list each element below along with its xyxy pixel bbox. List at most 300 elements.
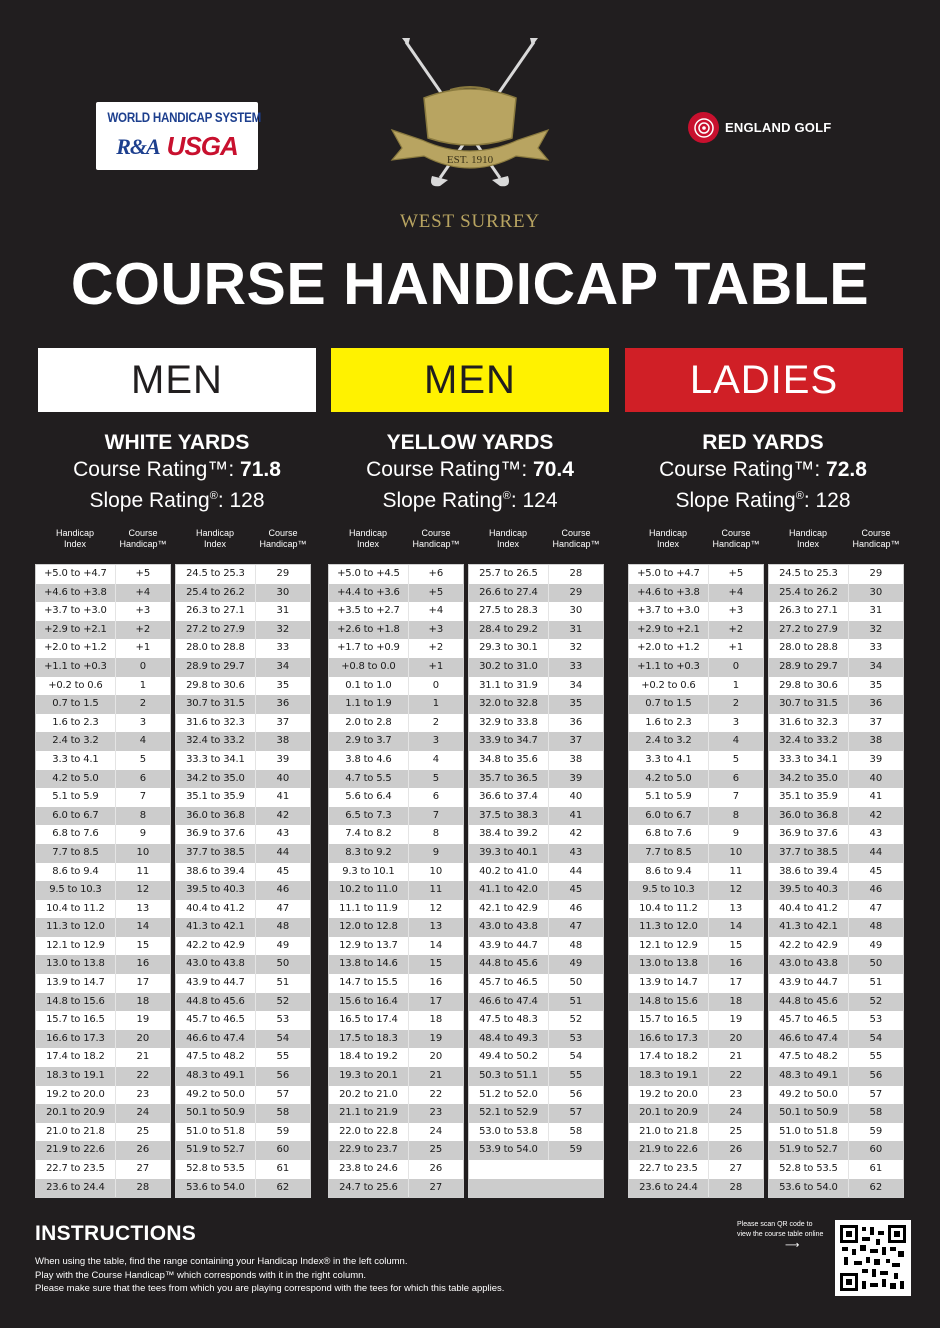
handicap-index-range: 44.8 to 45.6 bbox=[479, 958, 538, 970]
handicap-index-range: 27.5 to 28.3 bbox=[479, 605, 538, 617]
table-row bbox=[769, 1141, 903, 1160]
handicap-index-range: 21.0 to 21.8 bbox=[46, 1125, 105, 1137]
handicap-index-range: 32.9 to 33.8 bbox=[479, 716, 538, 728]
table-row bbox=[469, 1030, 603, 1049]
table-row bbox=[176, 1030, 310, 1049]
course-handicap-value: 48 bbox=[255, 918, 310, 937]
table-row bbox=[769, 844, 903, 863]
table-row bbox=[469, 844, 603, 863]
table-row bbox=[769, 695, 903, 714]
rose-icon bbox=[688, 112, 719, 143]
table-row bbox=[36, 863, 170, 882]
course-handicap-value: 62 bbox=[848, 1179, 903, 1198]
course-handicap-value: 3 bbox=[115, 714, 170, 733]
course-handicap-value: 12 bbox=[408, 900, 463, 919]
table-row bbox=[629, 1011, 763, 1030]
course-handicap-value: 11 bbox=[115, 863, 170, 882]
table-row bbox=[36, 695, 170, 714]
handicap-index-range: +4.6 to +3.8 bbox=[637, 586, 700, 598]
course-handicap-value: 0 bbox=[408, 677, 463, 696]
course-handicap-value: 49 bbox=[548, 955, 603, 974]
handicap-index-range: 25.4 to 26.2 bbox=[186, 586, 245, 598]
course-handicap-value: 56 bbox=[848, 1067, 903, 1086]
table-row bbox=[629, 900, 763, 919]
handicap-index-range: 15.7 to 16.5 bbox=[46, 1014, 105, 1026]
course-handicap-value: 45 bbox=[848, 863, 903, 882]
course-handicap-value: 46 bbox=[548, 900, 603, 919]
handicap-index-range: +1.1 to +0.3 bbox=[44, 660, 107, 672]
table-row bbox=[36, 751, 170, 770]
course-handicap-value: 7 bbox=[708, 788, 763, 807]
table-row bbox=[329, 1030, 463, 1049]
table-row bbox=[329, 863, 463, 882]
handicap-index-range: 44.8 to 45.6 bbox=[779, 995, 838, 1007]
table-header bbox=[35, 524, 171, 560]
red-tee-ratings: RED YARDS Course Rating™: 72.8 Slope Rating®: 128 bbox=[618, 430, 908, 514]
course-handicap-value: 16 bbox=[115, 955, 170, 974]
table-row bbox=[769, 732, 903, 751]
course-handicap-value: 28 bbox=[115, 1179, 170, 1198]
course-handicap-value: 40 bbox=[848, 770, 903, 789]
course-handicap-value: 33 bbox=[255, 639, 310, 658]
handicap-index-range: 17.4 to 18.2 bbox=[46, 1051, 105, 1063]
handicap-index-range: 39.5 to 40.3 bbox=[779, 884, 838, 896]
table-row bbox=[769, 881, 903, 900]
table-row bbox=[469, 584, 603, 603]
handicap-index-range: 46.6 to 47.4 bbox=[779, 1032, 838, 1044]
table-row bbox=[176, 881, 310, 900]
course-handicap-value: 47 bbox=[548, 918, 603, 937]
course-handicap-value: 41 bbox=[848, 788, 903, 807]
handicap-index-range: 48.3 to 49.1 bbox=[186, 1070, 245, 1082]
handicap-index-range: +0.2 to 0.6 bbox=[48, 679, 103, 691]
course-handicap-value: 16 bbox=[408, 974, 463, 993]
course-handicap-value: 56 bbox=[255, 1067, 310, 1086]
table-row bbox=[769, 621, 903, 640]
handicap-index-range: 51.9 to 52.7 bbox=[779, 1144, 838, 1156]
table-row bbox=[629, 658, 763, 677]
table-row bbox=[629, 1141, 763, 1160]
handicap-index-range: 10.4 to 11.2 bbox=[639, 902, 698, 914]
table-row bbox=[176, 844, 310, 863]
handicap-index-range: 2.9 to 3.7 bbox=[345, 735, 392, 747]
table-row bbox=[36, 1104, 170, 1123]
course-handicap-value: 59 bbox=[848, 1123, 903, 1142]
handicap-index-range: 11.3 to 12.0 bbox=[639, 921, 698, 933]
course-handicap-value: 39 bbox=[255, 751, 310, 770]
ra-logo-text: R&A bbox=[116, 133, 160, 159]
course-handicap-value: 3 bbox=[408, 732, 463, 751]
handicap-index-range: 36.9 to 37.6 bbox=[186, 828, 245, 840]
table-column-block bbox=[35, 524, 171, 1198]
table-row bbox=[469, 732, 603, 751]
white-tee-table bbox=[35, 524, 311, 1198]
course-handicap-header: Course Handicap™ bbox=[119, 528, 167, 549]
course-handicap-value: 13 bbox=[408, 918, 463, 937]
course-handicap-value: 24 bbox=[115, 1104, 170, 1123]
table-row bbox=[176, 1011, 310, 1030]
table-row bbox=[769, 788, 903, 807]
handicap-index-range: 38.6 to 39.4 bbox=[186, 865, 245, 877]
table-row bbox=[329, 1141, 463, 1160]
course-handicap-value: 11 bbox=[408, 881, 463, 900]
course-handicap-value: 52 bbox=[255, 993, 310, 1012]
table-row bbox=[629, 788, 763, 807]
course-handicap-value: 22 bbox=[115, 1067, 170, 1086]
course-handicap-value: 19 bbox=[408, 1030, 463, 1049]
table-row bbox=[629, 825, 763, 844]
table-column-block bbox=[328, 524, 464, 1198]
course-handicap-value: 44 bbox=[548, 863, 603, 882]
course-rating-value: 71.8 bbox=[240, 458, 281, 481]
course-handicap-value: 2 bbox=[408, 714, 463, 733]
handicap-index-range: 8.6 to 9.4 bbox=[645, 865, 692, 877]
course-handicap-value: 15 bbox=[115, 937, 170, 956]
handicap-index-range: +1.7 to +0.9 bbox=[337, 642, 400, 654]
handicap-index-range: +4.6 to +3.8 bbox=[44, 586, 107, 598]
yellow-tee-ratings: YELLOW YARDS Course Rating™: 70.4 Slope Rating®: 124 bbox=[325, 430, 615, 514]
table-row bbox=[329, 1123, 463, 1142]
course-handicap-value: 30 bbox=[255, 584, 310, 603]
handicap-index-range: 2.0 to 2.8 bbox=[345, 716, 392, 728]
table-header bbox=[628, 524, 764, 560]
course-handicap-value: 37 bbox=[255, 714, 310, 733]
handicap-index-range: 31.6 to 32.3 bbox=[186, 716, 245, 728]
handicap-index-range: 4.2 to 5.0 bbox=[52, 772, 99, 784]
club-name: WEST SURREY bbox=[400, 211, 540, 232]
handicap-index-range: 21.9 to 22.6 bbox=[639, 1144, 698, 1156]
handicap-index-range: 26.3 to 27.1 bbox=[186, 605, 245, 617]
course-handicap-value: 53 bbox=[848, 1011, 903, 1030]
course-handicap-value: 19 bbox=[115, 1011, 170, 1030]
table-row bbox=[629, 807, 763, 826]
handicap-index-range: 1.6 to 2.3 bbox=[645, 716, 692, 728]
handicap-index-range: 18.3 to 19.1 bbox=[639, 1070, 698, 1082]
table-row bbox=[629, 1030, 763, 1049]
course-handicap-value: 14 bbox=[708, 918, 763, 937]
course-handicap-value: 7 bbox=[115, 788, 170, 807]
handicap-index-range: +5.0 to +4.7 bbox=[637, 568, 700, 579]
course-handicap-value: 23 bbox=[115, 1086, 170, 1105]
course-handicap-value: 50 bbox=[255, 955, 310, 974]
course-handicap-value: 35 bbox=[848, 677, 903, 696]
course-handicap-value: 29 bbox=[848, 565, 903, 584]
course-handicap-value: 20 bbox=[115, 1030, 170, 1049]
course-handicap-value: 0 bbox=[115, 658, 170, 677]
course-handicap-value: 34 bbox=[848, 658, 903, 677]
handicap-index-range: 49.4 to 50.2 bbox=[479, 1051, 538, 1063]
red-tee-table bbox=[628, 524, 904, 1198]
course-handicap-value: 55 bbox=[255, 1048, 310, 1067]
handicap-index-range: 50.1 to 50.9 bbox=[186, 1107, 245, 1119]
handicap-index-range: 32.0 to 32.8 bbox=[479, 698, 538, 710]
handicap-index-range: 47.5 to 48.2 bbox=[779, 1051, 838, 1063]
handicap-index-range: 19.2 to 20.0 bbox=[46, 1088, 105, 1100]
table-row bbox=[629, 1160, 763, 1179]
table-row bbox=[629, 770, 763, 789]
course-rating-label: Course Rating™: bbox=[659, 458, 821, 481]
handicap-index-range: 40.2 to 41.0 bbox=[479, 865, 538, 877]
table-row bbox=[329, 1104, 463, 1123]
handicap-index-range: 16.6 to 17.3 bbox=[639, 1032, 698, 1044]
handicap-index-range: 29.3 to 30.1 bbox=[479, 642, 538, 654]
table-row bbox=[769, 677, 903, 696]
table-row bbox=[769, 1048, 903, 1067]
course-handicap-value: 4 bbox=[115, 732, 170, 751]
table-row bbox=[769, 937, 903, 956]
course-handicap-value: 11 bbox=[708, 863, 763, 882]
course-handicap-value: 38 bbox=[255, 732, 310, 751]
table-row bbox=[769, 900, 903, 919]
handicap-index-range: 32.4 to 33.2 bbox=[779, 735, 838, 747]
course-handicap-value: 41 bbox=[255, 788, 310, 807]
course-handicap-value: 1 bbox=[408, 695, 463, 714]
handicap-index-range: 19.3 to 20.1 bbox=[339, 1070, 398, 1082]
course-handicap-value: 60 bbox=[255, 1141, 310, 1160]
instruction-line: When using the table, find the range containing your Handicap Index® in the left column. bbox=[35, 1256, 408, 1267]
handicap-index-range: 42.2 to 42.9 bbox=[186, 939, 245, 951]
table-row bbox=[176, 1067, 310, 1086]
course-handicap-value: 52 bbox=[848, 993, 903, 1012]
table-row bbox=[36, 1141, 170, 1160]
table-row bbox=[329, 658, 463, 677]
course-handicap-value: 13 bbox=[708, 900, 763, 919]
handicap-index-range: 28.0 to 28.8 bbox=[186, 642, 245, 654]
table-row bbox=[629, 1086, 763, 1105]
handicap-index-range: 4.7 to 5.5 bbox=[345, 772, 392, 784]
slope-rating-value: 128 bbox=[815, 489, 851, 512]
table-row bbox=[176, 1179, 310, 1198]
table-row bbox=[36, 732, 170, 751]
course-handicap-value: 39 bbox=[848, 751, 903, 770]
handicap-index-header: Handicap Index bbox=[648, 528, 688, 549]
handicap-index-range: 13.0 to 13.8 bbox=[639, 958, 698, 970]
table-row bbox=[36, 639, 170, 658]
course-handicap-value: +2 bbox=[708, 621, 763, 640]
handicap-index-range: 11.3 to 12.0 bbox=[46, 921, 105, 933]
white-tee-banner: MEN bbox=[38, 348, 316, 412]
handicap-index-range: 41.3 to 42.1 bbox=[186, 921, 245, 933]
course-handicap-value: +1 bbox=[708, 639, 763, 658]
course-handicap-header: Course Handicap™ bbox=[552, 528, 600, 549]
course-handicap-value: +3 bbox=[115, 602, 170, 621]
table-row bbox=[36, 1048, 170, 1067]
handicap-index-range: 5.1 to 5.9 bbox=[645, 791, 692, 803]
course-handicap-value: 8 bbox=[408, 825, 463, 844]
table-row bbox=[769, 1011, 903, 1030]
handicap-index-range: 14.8 to 15.6 bbox=[46, 995, 105, 1007]
handicap-index-range: 34.8 to 35.6 bbox=[479, 753, 538, 765]
course-handicap-value: 59 bbox=[548, 1141, 603, 1160]
table-row bbox=[469, 1123, 603, 1142]
course-handicap-value: 51 bbox=[255, 974, 310, 993]
handicap-index-range: 37.7 to 38.5 bbox=[186, 846, 245, 858]
course-handicap-value: 4 bbox=[408, 751, 463, 770]
course-handicap-value: 26 bbox=[115, 1141, 170, 1160]
table-row bbox=[629, 621, 763, 640]
course-handicap-value: 58 bbox=[255, 1104, 310, 1123]
course-rating-value: 70.4 bbox=[533, 458, 574, 481]
course-handicap-value: 33 bbox=[548, 658, 603, 677]
table-body bbox=[35, 564, 171, 1198]
handicap-index-range: 43.0 to 43.8 bbox=[479, 921, 538, 933]
table-header bbox=[768, 524, 904, 560]
table-row bbox=[329, 825, 463, 844]
table-row bbox=[36, 1067, 170, 1086]
course-handicap-value: 27 bbox=[708, 1160, 763, 1179]
course-handicap-value: +3 bbox=[708, 602, 763, 621]
table-row bbox=[769, 714, 903, 733]
handicap-index-range: 33.9 to 34.7 bbox=[479, 735, 538, 747]
table-row bbox=[629, 1048, 763, 1067]
handicap-index-range: 4.2 to 5.0 bbox=[645, 772, 692, 784]
slope-rating-label: Slope Rating bbox=[382, 489, 503, 512]
table-row bbox=[629, 714, 763, 733]
course-handicap-value: 26 bbox=[708, 1141, 763, 1160]
handicap-index-range: 45.7 to 46.5 bbox=[779, 1014, 838, 1026]
course-handicap-value: 42 bbox=[848, 807, 903, 826]
handicap-index-range: 17.5 to 18.3 bbox=[339, 1032, 398, 1044]
course-handicap-value: 5 bbox=[408, 770, 463, 789]
course-handicap-value: 40 bbox=[255, 770, 310, 789]
handicap-index-range: 13.0 to 13.8 bbox=[46, 958, 105, 970]
course-handicap-value: 32 bbox=[848, 621, 903, 640]
course-handicap-value: 8 bbox=[115, 807, 170, 826]
course-handicap-value: 23 bbox=[408, 1104, 463, 1123]
table-body bbox=[768, 564, 904, 1198]
table-row bbox=[469, 788, 603, 807]
course-handicap-value: 15 bbox=[708, 937, 763, 956]
table-row bbox=[469, 974, 603, 993]
table-row bbox=[469, 1011, 603, 1030]
table-row bbox=[469, 993, 603, 1012]
table-row bbox=[329, 677, 463, 696]
handicap-index-range: 49.2 to 50.0 bbox=[186, 1088, 245, 1100]
table-row bbox=[469, 807, 603, 826]
course-handicap-value: 60 bbox=[848, 1141, 903, 1160]
handicap-index-range: 10.4 to 11.2 bbox=[46, 902, 105, 914]
table-row bbox=[329, 584, 463, 603]
course-handicap-value: 27 bbox=[408, 1179, 463, 1198]
handicap-index-range: 22.9 to 23.7 bbox=[339, 1144, 398, 1156]
course-handicap-value: 43 bbox=[548, 844, 603, 863]
handicap-index-range: 0.1 to 1.0 bbox=[345, 679, 392, 691]
table-row bbox=[469, 825, 603, 844]
table-row bbox=[36, 807, 170, 826]
course-handicap-value: 46 bbox=[848, 881, 903, 900]
table-row bbox=[176, 1104, 310, 1123]
course-handicap-value: 31 bbox=[848, 602, 903, 621]
course-handicap-value: 25 bbox=[115, 1123, 170, 1142]
table-row bbox=[469, 621, 603, 640]
course-handicap-value: 61 bbox=[848, 1160, 903, 1179]
handicap-index-range: 50.3 to 51.1 bbox=[479, 1070, 538, 1082]
course-handicap-value: 49 bbox=[848, 937, 903, 956]
table-row bbox=[329, 881, 463, 900]
course-handicap-value: 21 bbox=[115, 1048, 170, 1067]
qr-code-icon[interactable] bbox=[835, 1220, 911, 1296]
table-body bbox=[175, 564, 311, 1198]
table-row bbox=[36, 844, 170, 863]
handicap-index-range: 34.2 to 35.0 bbox=[186, 772, 245, 784]
handicap-index-range: 30.2 to 31.0 bbox=[479, 660, 538, 672]
table-row bbox=[176, 974, 310, 993]
table-row bbox=[629, 677, 763, 696]
table-row bbox=[769, 1160, 903, 1179]
handicap-index-range: 17.4 to 18.2 bbox=[639, 1051, 698, 1063]
handicap-index-range: 43.9 to 44.7 bbox=[779, 977, 838, 989]
table-row bbox=[469, 770, 603, 789]
handicap-index-range: 34.2 to 35.0 bbox=[779, 772, 838, 784]
course-handicap-value: 10 bbox=[408, 863, 463, 882]
handicap-index-range: 44.8 to 45.6 bbox=[186, 995, 245, 1007]
course-handicap-value: 43 bbox=[848, 825, 903, 844]
table-row bbox=[36, 602, 170, 621]
table-row bbox=[629, 1123, 763, 1142]
course-handicap-value: 14 bbox=[408, 937, 463, 956]
handicap-index-range: 10.2 to 11.0 bbox=[339, 884, 398, 896]
table-row bbox=[469, 955, 603, 974]
handicap-index-range: 3.3 to 4.1 bbox=[52, 753, 99, 765]
handicap-index-range: 30.7 to 31.5 bbox=[186, 698, 245, 710]
table-row bbox=[629, 974, 763, 993]
course-handicap-value: 50 bbox=[848, 955, 903, 974]
course-handicap-value: 32 bbox=[548, 639, 603, 658]
handicap-index-range: 51.0 to 51.8 bbox=[779, 1125, 838, 1137]
course-handicap-header: Course Handicap™ bbox=[852, 528, 900, 549]
handicap-index-range: 48.3 to 49.1 bbox=[779, 1070, 838, 1082]
handicap-index-range: +3.7 to +3.0 bbox=[44, 605, 107, 617]
course-handicap-value: 57 bbox=[255, 1086, 310, 1105]
page-title: COURSE HANDICAP TABLE bbox=[70, 251, 870, 317]
table-header bbox=[468, 524, 604, 560]
table-row bbox=[36, 955, 170, 974]
handicap-index-range: 6.5 to 7.3 bbox=[345, 809, 392, 821]
handicap-index-range: 35.1 to 35.9 bbox=[779, 791, 838, 803]
table-row bbox=[329, 732, 463, 751]
table-row bbox=[469, 918, 603, 937]
handicap-index-range: 32.4 to 33.2 bbox=[186, 735, 245, 747]
handicap-index-range: 42.1 to 42.9 bbox=[479, 902, 538, 914]
handicap-index-range: 47.5 to 48.2 bbox=[186, 1051, 245, 1063]
england-golf-text: ENGLAND GOLF bbox=[725, 120, 832, 135]
table-row bbox=[769, 918, 903, 937]
table-row bbox=[769, 1123, 903, 1142]
course-handicap-value: +2 bbox=[115, 621, 170, 640]
course-handicap-value: +5 bbox=[115, 565, 170, 584]
course-handicap-value: 6 bbox=[708, 770, 763, 789]
handicap-index-range: 30.7 to 31.5 bbox=[779, 698, 838, 710]
handicap-index-range: 16.5 to 17.4 bbox=[339, 1014, 398, 1026]
course-handicap-value: 6 bbox=[408, 788, 463, 807]
handicap-index-range: +5.0 to +4.7 bbox=[44, 568, 107, 579]
handicap-index-range: 8.3 to 9.2 bbox=[345, 846, 392, 858]
handicap-index-range: 43.0 to 43.8 bbox=[186, 958, 245, 970]
handicap-index-range: 27.2 to 27.9 bbox=[186, 623, 245, 635]
handicap-index-range: +3.7 to +3.0 bbox=[637, 605, 700, 617]
course-handicap-value bbox=[548, 1179, 603, 1198]
course-handicap-value: 54 bbox=[255, 1030, 310, 1049]
handicap-index-header: Handicap Index bbox=[195, 528, 235, 549]
course-handicap-value: 10 bbox=[708, 844, 763, 863]
handicap-index-range: 53.6 to 54.0 bbox=[779, 1181, 838, 1193]
table-body bbox=[328, 564, 464, 1198]
table-row bbox=[469, 900, 603, 919]
table-row bbox=[769, 1030, 903, 1049]
table-column-block bbox=[468, 524, 604, 1198]
course-handicap-value: 19 bbox=[708, 1011, 763, 1030]
handicap-index-range: 21.0 to 21.8 bbox=[639, 1125, 698, 1137]
